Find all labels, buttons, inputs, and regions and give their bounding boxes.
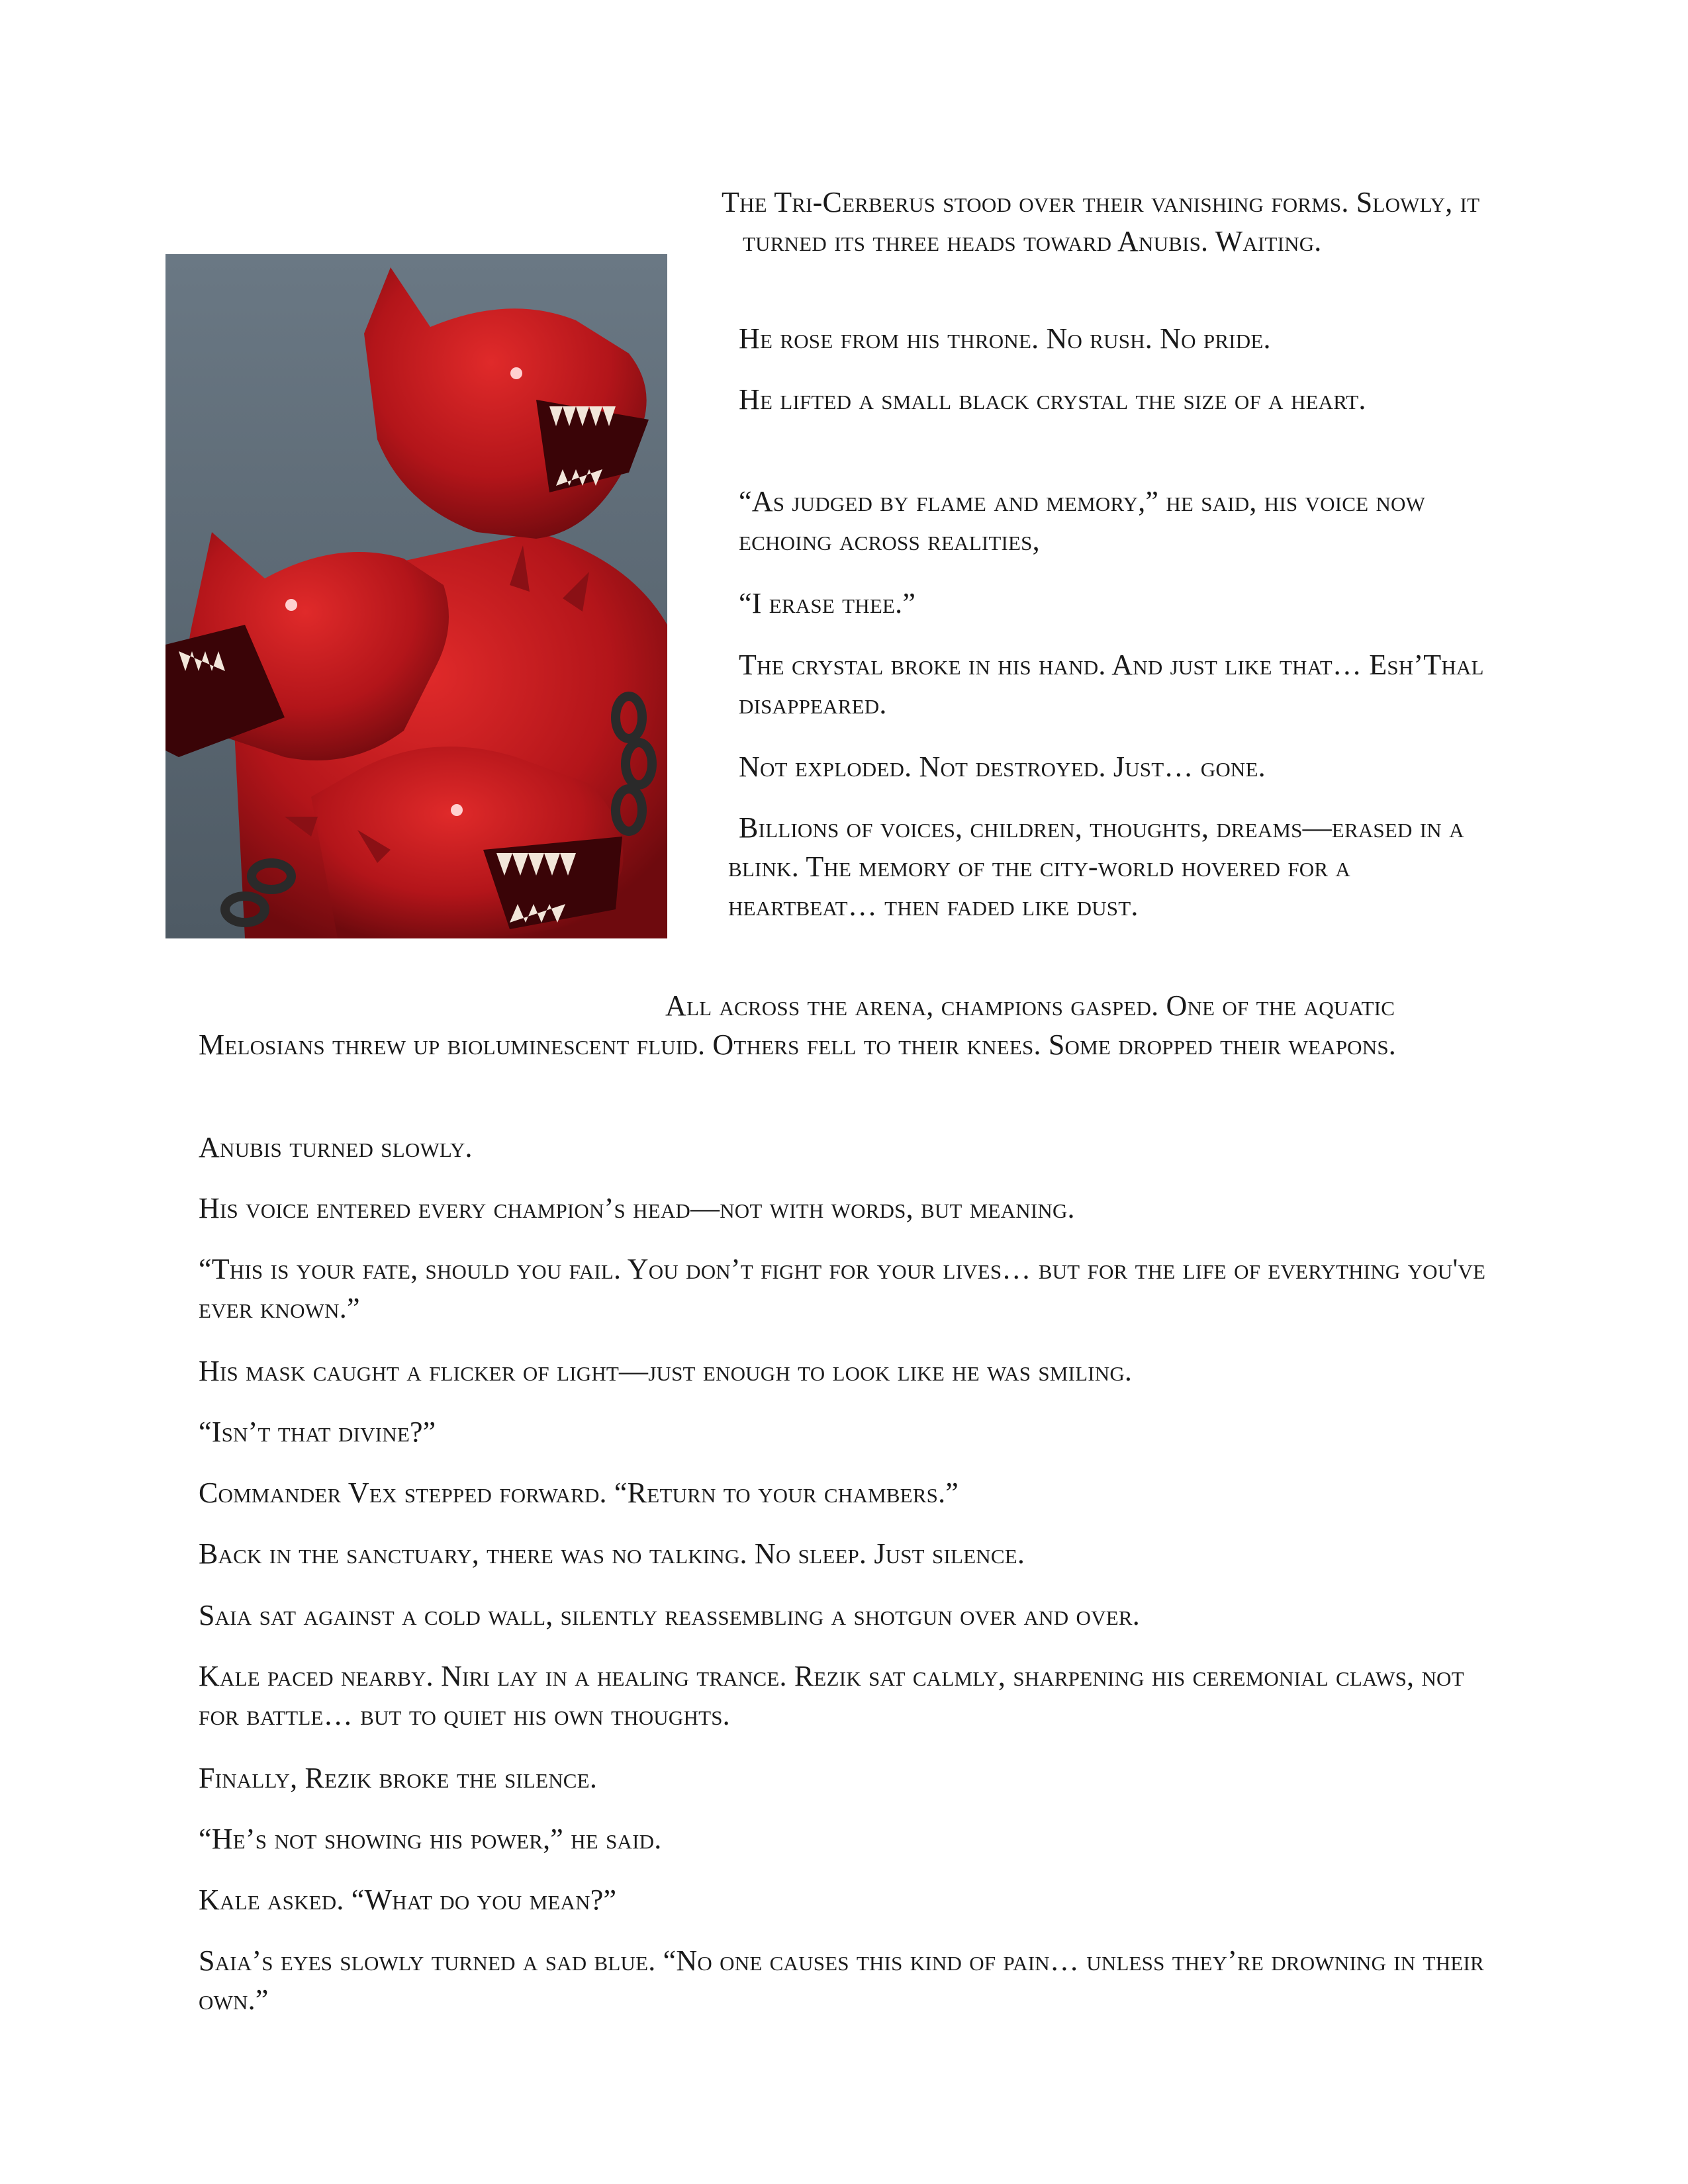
paragraph-20: “He’s not showing his power,” he said.: [199, 1823, 662, 1855]
paragraph-1: The Tri-Cerberus stood over their vanishing forms. Slowly, it turned its three heads toward Anubis. Waiting.: [722, 186, 1480, 257]
paragraph-19: Finally, Rezik broke the silence.: [199, 1762, 598, 1794]
cerberus-illustration: [165, 254, 667, 938]
paragraph-8: Billions of voices, children, thoughts, dreams—erased in a blink. The memory of the city-world hovered for a heartbeat… then faded like dust.: [728, 811, 1464, 922]
paragraph-18: Kale paced nearby. Niri lay in a healing trance. Rezik sat calmly, sharpening his ceremonial claws, not for battle… but to quiet his own thoughts.: [199, 1660, 1464, 1731]
paragraph-22: Saia’s eyes slowly turned a sad blue. “No one causes this kind of pain… unless they’re drowning in their own.”: [199, 1944, 1484, 2016]
paragraph-21: Kale asked. “What do you mean?”: [199, 1884, 617, 1916]
paragraph-15: Commander Vex stepped forward. “Return to your chambers.”: [199, 1477, 959, 1509]
paragraph-6: The crystal broke in his hand. And just like that… Esh’Thal disappeared.: [739, 649, 1484, 720]
paragraph-17: Saia sat against a cold wall, silently reassembling a shotgun over and over.: [199, 1599, 1140, 1631]
paragraph-4: “As judged by flame and memory,” he said, his voice now echoing across realities,: [739, 485, 1426, 557]
paragraph-12: “This is your fate, should you fail. You don’t fight for your lives… but for the life of everything you've ever known.”: [199, 1253, 1486, 1324]
paragraph-14: “Isn’t that divine?”: [199, 1416, 436, 1448]
paragraph-3: He lifted a small black crystal the size of a heart.: [739, 383, 1366, 416]
paragraph-9: All across the arena, champions gasped. One of the aquatic Melosians threw up bioluminescent fluid. Others fell to their knees. Some dropped their weapons.: [199, 989, 1396, 1061]
paragraph-2: He rose from his throne. No rush. No pride.: [739, 322, 1271, 355]
paragraph-7: Not exploded. Not destroyed. Just… gone.: [739, 751, 1266, 783]
paragraph-11: His voice entered every champion’s head—not with words, but meaning.: [199, 1192, 1075, 1224]
paragraph-13: His mask caught a flicker of light—just enough to look like he was smiling.: [199, 1355, 1133, 1387]
paragraph-5: “I erase thee.”: [739, 587, 916, 619]
three-headed-red-dog-illustration-icon: [165, 254, 667, 938]
paragraph-10: Anubis turned slowly.: [199, 1131, 473, 1163]
paragraph-16: Back in the sanctuary, there was no talking. No sleep. Just silence.: [199, 1537, 1025, 1570]
